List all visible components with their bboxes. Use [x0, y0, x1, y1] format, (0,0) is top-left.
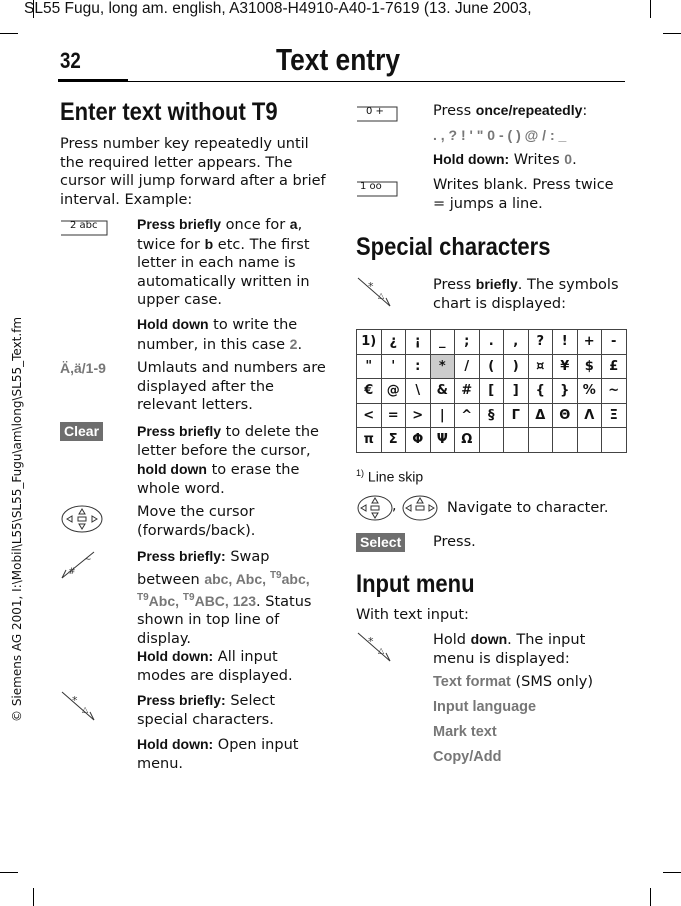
symbol-cell: Φ	[406, 428, 431, 453]
symbol-cell: ?	[528, 330, 553, 355]
key0-description: Press once/repeatedly:	[433, 102, 588, 119]
key-2-icon: 2 abc	[60, 219, 108, 237]
svg-text:*: *	[368, 635, 374, 648]
symbol-cell: -	[602, 330, 627, 355]
symbol-cell: ¥	[553, 354, 578, 379]
input-intro: With text input:	[356, 607, 469, 623]
key0-hold-description: Hold down: Writes 0.	[433, 151, 577, 168]
key-1-icon: 1 oo	[356, 180, 398, 198]
key1-description: Writes blank. Press twice = jumps a line.	[433, 177, 614, 212]
symbol-cell: [	[479, 379, 504, 404]
select-softkey: Select	[356, 533, 405, 552]
hash-description: Press briefly: Swap between abc, Abc, $^{T9}$abc, $^{T9}$Abc, $^{T9}$ABC, 123. Status shown in top line of display.	[137, 548, 312, 647]
crop-mark	[650, 0, 651, 18]
svg-text:~: ~	[84, 555, 92, 565]
crop-mark	[0, 872, 18, 873]
intro-text: Press number key repeatedly until the required letter appears. The cursor will jump forward after a brief interval. Example:	[60, 136, 326, 208]
symbol-cell: {	[528, 379, 553, 404]
menu-item-input-language: Input language	[433, 699, 537, 715]
symbols-row	[357, 428, 627, 453]
symbol-cell: (	[479, 354, 504, 379]
symbol-cell: =	[381, 403, 406, 428]
star-key-icon	[356, 631, 394, 667]
symbol-cell: Θ	[553, 403, 578, 428]
umlaut-text: Umlauts and numbers are displayed after the relevant letters.	[137, 360, 326, 413]
copyright-side-line: © Siemens AG 2001, I:\Mobil\L55\SL55_Fugu\am\long\SL55_Text.fm	[10, 316, 24, 722]
svg-text:△: △	[82, 705, 89, 714]
symbol-cell: +	[577, 330, 602, 355]
svg-text:#: #	[68, 567, 76, 577]
symbol-cell: £	[602, 354, 627, 379]
symbol-cell: ~	[602, 379, 627, 404]
footnote: $^{1)}$ Line skip	[356, 468, 424, 485]
symbol-cell	[553, 428, 578, 453]
key0-symbols: . , ? ! ' " 0 - ( ) @ / : _	[433, 127, 567, 143]
symbol-cell: Σ	[381, 428, 406, 453]
symbol-cell: _	[430, 330, 455, 355]
navigation-key-icon	[401, 494, 439, 526]
source-line: SL55 Fugu, long am. english, A31008-H4910-A40-1-7619 (13. June 2003,	[24, 0, 532, 17]
special-description: Press briefly. The symbols chart is displayed:	[433, 276, 619, 312]
symbol-cell: .	[479, 330, 504, 355]
symbol-cell: ;	[455, 330, 480, 355]
key2-description: Press briefly once for a, twice for b etc. The first letter in each name is automatically written in upper case.	[137, 216, 310, 308]
symbol-cell: )	[504, 354, 529, 379]
key2-hold-description: Hold down to write the number, in this case 2.	[137, 316, 303, 353]
input-menu-description: Hold down. The input menu is displayed:	[433, 631, 586, 667]
crop-mark	[33, 888, 34, 906]
menu-item-mark-text: Mark text	[433, 724, 497, 740]
svg-text:*: *	[368, 280, 374, 293]
menu-item-text-format: Text format (SMS only)	[433, 674, 594, 690]
symbol-cell: Ξ	[602, 403, 627, 428]
nav-description: Move the cursor (forwards/back).	[137, 504, 256, 539]
section-heading-t9: Enter text without T9	[60, 98, 278, 126]
hash-key-icon	[60, 550, 98, 584]
nav-separator: ,	[392, 498, 397, 514]
symbol-cell: }	[553, 379, 578, 404]
select-description: Press.	[433, 534, 476, 550]
symbol-cell: Γ	[504, 403, 529, 428]
symbol-cell: &	[430, 379, 455, 404]
symbol-cell: <	[357, 403, 382, 428]
symbol-cell: @	[381, 379, 406, 404]
svg-text:*: *	[72, 694, 78, 707]
header-rule-thick	[58, 79, 128, 82]
symbol-cell: Λ	[577, 403, 602, 428]
section-heading-special: Special characters	[356, 233, 551, 261]
symbol-cell: ¿	[381, 330, 406, 355]
svg-text:△: △	[378, 291, 385, 300]
symbol-cell: 1)	[357, 330, 382, 355]
star-description: Press briefly: Select special characters.	[137, 692, 276, 728]
symbol-cell: '	[381, 354, 406, 379]
symbol-cell: *	[430, 354, 455, 379]
svg-text:△: △	[378, 646, 385, 655]
section-heading-input-menu: Input menu	[356, 570, 475, 598]
crop-mark	[650, 888, 651, 906]
umlaut-label: Ä,ä/1-9	[60, 360, 106, 376]
symbol-cell: Ω	[455, 428, 480, 453]
symbol-cell: ]	[504, 379, 529, 404]
symbol-cell: %	[577, 379, 602, 404]
symbol-cell: "	[357, 354, 382, 379]
crop-mark	[663, 33, 681, 34]
crop-mark	[663, 872, 681, 873]
symbol-cell	[504, 428, 529, 453]
navigation-key-icon	[356, 494, 397, 526]
clear-softkey: Clear	[60, 422, 103, 441]
symbol-cell	[479, 428, 504, 453]
symbols-row	[357, 330, 627, 355]
symbol-cell: $	[577, 354, 602, 379]
key-0-icon: 0 +	[356, 105, 398, 123]
symbols-row	[357, 403, 627, 428]
symbol-cell: ¡	[406, 330, 431, 355]
symbol-cell: §	[479, 403, 504, 428]
symbol-cell: ,	[504, 330, 529, 355]
symbol-cell: Ψ	[430, 428, 455, 453]
nav-to-character-text: Navigate to character.	[447, 500, 609, 516]
star-hold-description: Hold down: Open input menu.	[137, 736, 299, 772]
star-key-icon	[60, 690, 98, 726]
header-rule	[128, 81, 625, 82]
symbol-cell: >	[406, 403, 431, 428]
symbol-cell: !	[553, 330, 578, 355]
symbol-cell: /	[455, 354, 480, 379]
symbol-cell: €	[357, 379, 382, 404]
symbol-cell: |	[430, 403, 455, 428]
symbol-cell: Δ	[528, 403, 553, 428]
page-title: Text entry	[276, 42, 400, 77]
symbols-row	[357, 379, 627, 404]
symbol-cell	[602, 428, 627, 453]
symbol-cell: ^	[455, 403, 480, 428]
symbol-cell: \	[406, 379, 431, 404]
menu-item-copy-add: Copy/Add	[433, 749, 502, 765]
symbol-cell: #	[455, 379, 480, 404]
symbol-cell: ¤	[528, 354, 553, 379]
symbol-cell	[577, 428, 602, 453]
symbol-cell	[528, 428, 553, 453]
symbol-cell: :	[406, 354, 431, 379]
navigation-key-icon	[60, 504, 104, 538]
clear-description: Press briefly to delete the letter before the cursor, hold down to erase the whole word.	[137, 423, 319, 497]
crop-mark	[0, 33, 18, 34]
star-key-icon	[356, 276, 394, 312]
page-number: 32	[60, 48, 81, 73]
symbol-cell: π	[357, 428, 382, 453]
symbols-chart	[356, 329, 627, 453]
symbols-row	[357, 354, 627, 379]
hash-hold-description: Hold down: All input modes are displayed.	[137, 648, 293, 684]
